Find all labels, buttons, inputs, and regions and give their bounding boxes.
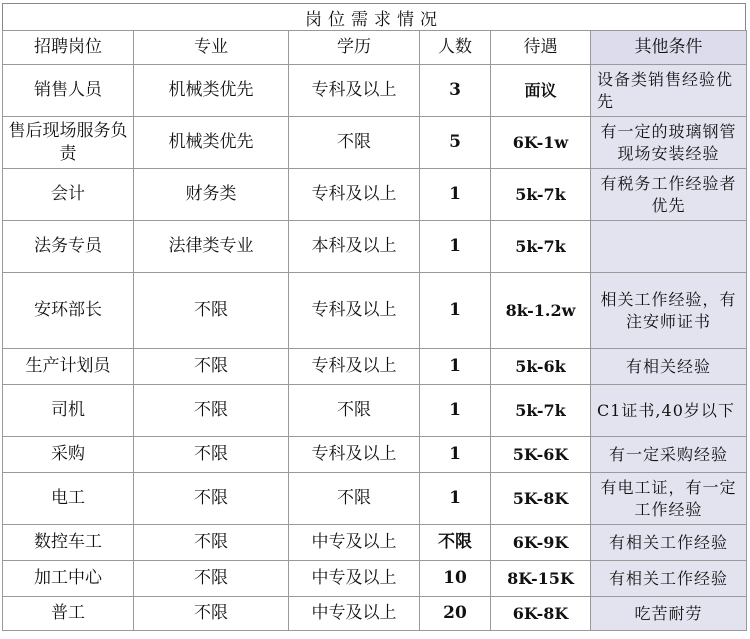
cell-other: 有一定的玻璃钢管现场安装经验 [591, 117, 747, 169]
cell-education: 不限 [289, 117, 420, 169]
header-position: 招聘岗位 [3, 31, 134, 65]
cell-pay: 5K-6K [491, 437, 591, 473]
cell-education: 专科及以上 [289, 349, 420, 385]
cell-pay: 5K-8K [491, 473, 591, 525]
cell-count: 1 [420, 437, 491, 473]
cell-education: 中专及以上 [289, 525, 420, 561]
table-row [3, 117, 747, 169]
cell-count: 不限 [420, 525, 491, 561]
table-row [3, 561, 747, 597]
cell-count: 1 [420, 385, 491, 437]
cell-pay: 面议 [491, 65, 591, 117]
cell-major: 不限 [134, 561, 289, 597]
cell-position: 销售人员 [3, 65, 134, 117]
cell-position: 数控车工 [3, 525, 134, 561]
header-major: 专业 [134, 31, 289, 65]
cell-pay: 5k-7k [491, 169, 591, 221]
cell-education: 专科及以上 [289, 169, 420, 221]
cell-education: 专科及以上 [289, 437, 420, 473]
cell-other: 有电工证，有一定工作经验 [591, 473, 747, 525]
cell-other: 有相关工作经验 [591, 525, 747, 561]
cell-position: 生产计划员 [3, 349, 134, 385]
cell-major: 不限 [134, 525, 289, 561]
cell-other: 相关工作经验，有注安师证书 [591, 273, 747, 349]
cell-other: 有相关经验 [591, 349, 747, 385]
table-row [3, 525, 747, 561]
cell-count: 1 [420, 169, 491, 221]
cell-pay: 6K-8K [491, 597, 591, 631]
cell-count: 1 [420, 349, 491, 385]
cell-education: 本科及以上 [289, 221, 420, 273]
cell-pay: 5k-7k [491, 221, 591, 273]
cell-other: 有税务工作经验者优先 [591, 169, 747, 221]
cell-pay: 5k-7k [491, 385, 591, 437]
cell-pay: 5k-6k [491, 349, 591, 385]
table-row [3, 385, 747, 437]
cell-major: 不限 [134, 349, 289, 385]
cell-education: 中专及以上 [289, 561, 420, 597]
cell-position: 会计 [3, 169, 134, 221]
header-row [3, 31, 747, 65]
header-other: 其他条件 [591, 31, 747, 65]
cell-education: 中专及以上 [289, 597, 420, 631]
cell-major: 不限 [134, 437, 289, 473]
cell-pay: 8k-1.2w [491, 273, 591, 349]
table-row [3, 169, 747, 221]
table-row [3, 65, 747, 117]
table-row [3, 349, 747, 385]
cell-education: 专科及以上 [289, 273, 420, 349]
header-count: 人数 [420, 31, 491, 65]
cell-pay: 6K-1w [491, 117, 591, 169]
cell-other: 有相关工作经验 [591, 561, 747, 597]
cell-other: 设备类销售经验优先 [591, 65, 747, 117]
header-education: 学历 [289, 31, 420, 65]
cell-major: 不限 [134, 473, 289, 525]
cell-position: 加工中心 [3, 561, 134, 597]
cell-count: 5 [420, 117, 491, 169]
cell-position: 普工 [3, 597, 134, 631]
cell-education: 专科及以上 [289, 65, 420, 117]
cell-other [591, 221, 747, 273]
cell-major: 法律类专业 [134, 221, 289, 273]
cell-count: 10 [420, 561, 491, 597]
cell-pay: 8K-15K [491, 561, 591, 597]
cell-count: 3 [420, 65, 491, 117]
cell-major: 不限 [134, 273, 289, 349]
cell-other: C1证书,40岁以下 [591, 385, 747, 437]
cell-position: 司机 [3, 385, 134, 437]
table-row [3, 597, 747, 631]
table-row [3, 473, 747, 525]
cell-major: 不限 [134, 597, 289, 631]
table-row [3, 221, 747, 273]
cell-major: 机械类优先 [134, 65, 289, 117]
table-title: 岗位需求情况 [2, 3, 746, 30]
cell-other: 吃苦耐劳 [591, 597, 747, 631]
cell-position: 售后现场服务负责 [3, 117, 134, 169]
table-row [3, 273, 747, 349]
table-row [3, 437, 747, 473]
cell-other: 有一定采购经验 [591, 437, 747, 473]
cell-count: 1 [420, 473, 491, 525]
cell-position: 法务专员 [3, 221, 134, 273]
cell-major: 不限 [134, 385, 289, 437]
header-pay: 待遇 [491, 31, 591, 65]
cell-education: 不限 [289, 473, 420, 525]
cell-major: 财务类 [134, 169, 289, 221]
cell-position: 采购 [3, 437, 134, 473]
cell-position: 电工 [3, 473, 134, 525]
cell-count: 1 [420, 273, 491, 349]
cell-pay: 6K-9K [491, 525, 591, 561]
cell-position: 安环部长 [3, 273, 134, 349]
cell-count: 20 [420, 597, 491, 631]
cell-count: 1 [420, 221, 491, 273]
job-table [2, 30, 747, 631]
cell-major: 机械类优先 [134, 117, 289, 169]
cell-education: 不限 [289, 385, 420, 437]
